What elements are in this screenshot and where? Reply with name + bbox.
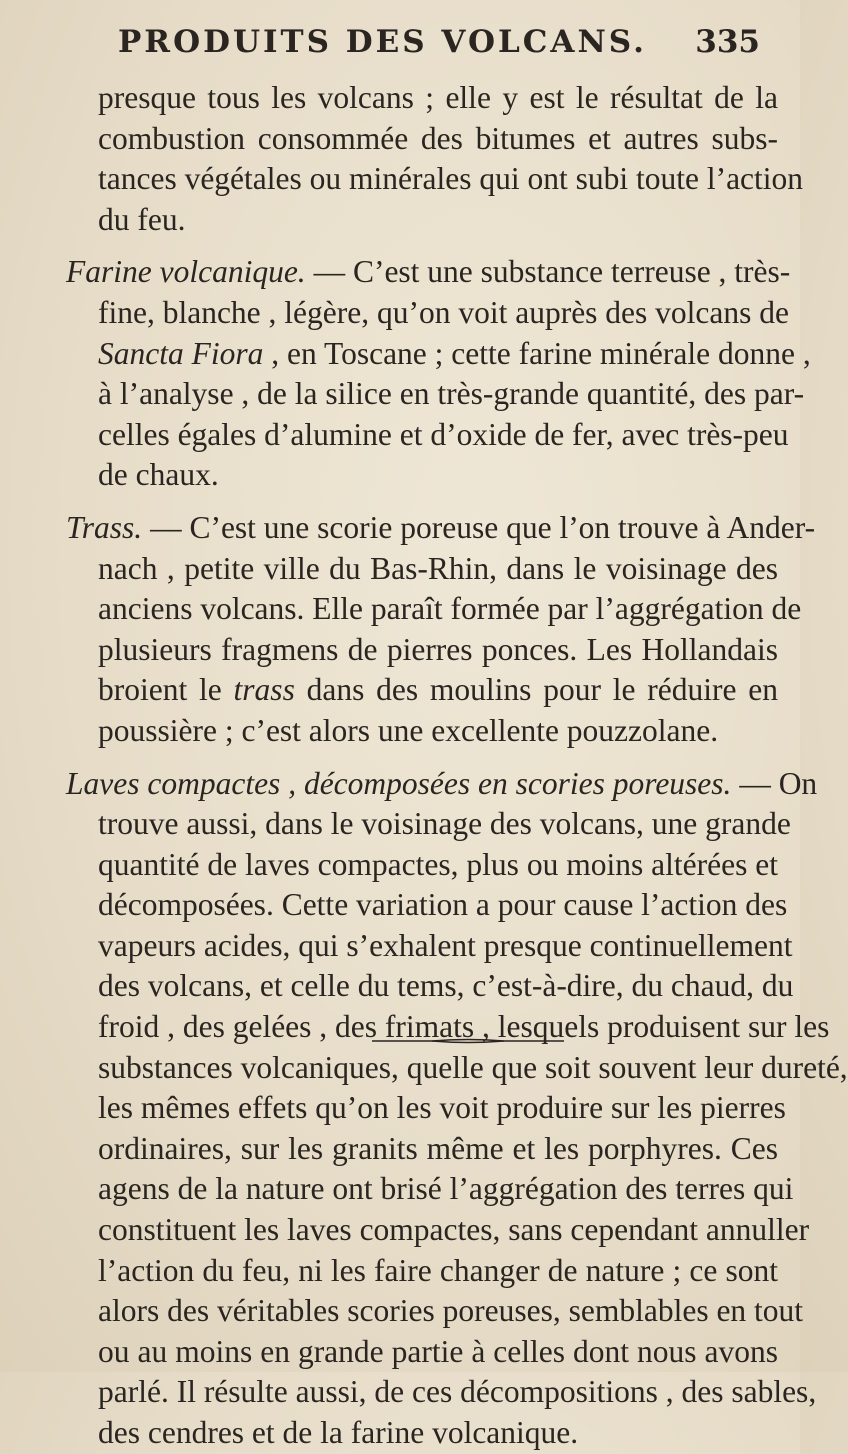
text-line: broient le trass dans des moulins pour le réduire en bbox=[98, 672, 778, 708]
text-line: ou au moins en grande partie à celles dont nous avons bbox=[98, 1333, 778, 1369]
text-line: des volcans, et celle du tems, c’est-à-dire, du chaud, du bbox=[98, 968, 794, 1004]
text-line: parlé. Il résulte aussi, de ces décompositions , des sables, bbox=[98, 1374, 817, 1410]
text-line: presque tous les volcans ; elle y est le résultat de la bbox=[98, 80, 778, 115]
text-line: quantité de laves compactes, plus ou moins altérées et bbox=[98, 846, 778, 882]
running-title: PRODUITS DES VOLCANS. bbox=[118, 24, 647, 60]
text-line: nach , petite ville du Bas-Rhin, dans le voisinage des bbox=[98, 550, 778, 586]
text-line: Sancta Fiora , en Toscane ; cette farine minérale donne , bbox=[98, 335, 811, 371]
text-line: à l’analyse , de la silice en très-grande quantité, des par- bbox=[98, 376, 805, 412]
text-line: poussière ; c’est alors une excellente pouzzolane. bbox=[98, 712, 719, 748]
text-line: trouve aussi, dans le voisinage des volcans, une grande bbox=[98, 806, 791, 842]
text-line: décomposées. Cette variation a pour cause l’action des bbox=[98, 887, 788, 923]
text-line: Farine volcanique. — C’est une substance terreuse , très- bbox=[66, 254, 791, 290]
text-line: de chaux. bbox=[98, 457, 219, 493]
text-line: plusieurs fragmens de pierres ponces. Les Hollandais bbox=[98, 631, 778, 667]
paragraph-farine-volcanique bbox=[66, 252, 811, 496]
text-line: Laves compactes , décomposées en scories poreuses. — On bbox=[66, 765, 818, 801]
text-line: ordinaires, sur les granits même et les porphyres. Ces bbox=[98, 1130, 778, 1166]
page-number: 335 bbox=[695, 24, 760, 60]
inline-term: trass bbox=[233, 672, 295, 708]
running-head bbox=[100, 16, 760, 76]
text-line: substances volcaniques, quelle que soit souvent leur dureté, bbox=[98, 1049, 848, 1085]
entry-term: Laves compactes , décomposées en scories poreuses. bbox=[66, 765, 732, 801]
paragraph-continuation bbox=[66, 78, 804, 240]
place-name: Sancta Fiora bbox=[98, 335, 264, 371]
text-line: celles égales d’alumine et d’oxide de fer, avec très-peu bbox=[98, 416, 789, 452]
text-line: des cendres et de la farine volcanique. bbox=[98, 1415, 579, 1450]
text-line: tances végétales ou minérales qui ont subi toute l’action bbox=[98, 161, 804, 197]
text-line: constituent les laves compactes, sans cependant annuller bbox=[98, 1212, 810, 1248]
text-line: agens de la nature ont brisé l’aggrégation des terres qui bbox=[98, 1171, 794, 1207]
paragraph-laves-compactes bbox=[66, 764, 848, 1454]
text-line: vapeurs acides, qui s’exhalent presque continuellement bbox=[98, 927, 793, 963]
text-line: du feu. bbox=[98, 201, 186, 237]
text-line: fine, blanche , légère, qu’on voit auprès des volcans de bbox=[98, 294, 790, 330]
text-line: Trass. — C’est une scorie poreuse que l’on trouve à Ander- bbox=[66, 509, 816, 545]
text-line: l’action du feu, ni les faire changer de nature ; ce sont bbox=[98, 1252, 778, 1288]
text-line: froid , des gelées , des frimats , lesquels produisent sur les bbox=[98, 1009, 830, 1045]
text-line: les mêmes effets qu’on les voit produire sur les pierres bbox=[98, 1090, 786, 1126]
body-text bbox=[66, 78, 848, 1454]
text-line: alors des véritables scories poreuses, semblables en tout bbox=[98, 1293, 804, 1329]
text-line: anciens volcans. Elle paraît formée par l’aggrégation de bbox=[98, 591, 802, 627]
entry-term: Trass. bbox=[66, 509, 143, 545]
entry-term: Farine volcanique. bbox=[66, 254, 306, 290]
section-end-rule bbox=[372, 1038, 564, 1044]
paragraph-trass bbox=[66, 508, 816, 752]
text-line: combustion consommée des bitumes et autres subs- bbox=[98, 120, 778, 156]
